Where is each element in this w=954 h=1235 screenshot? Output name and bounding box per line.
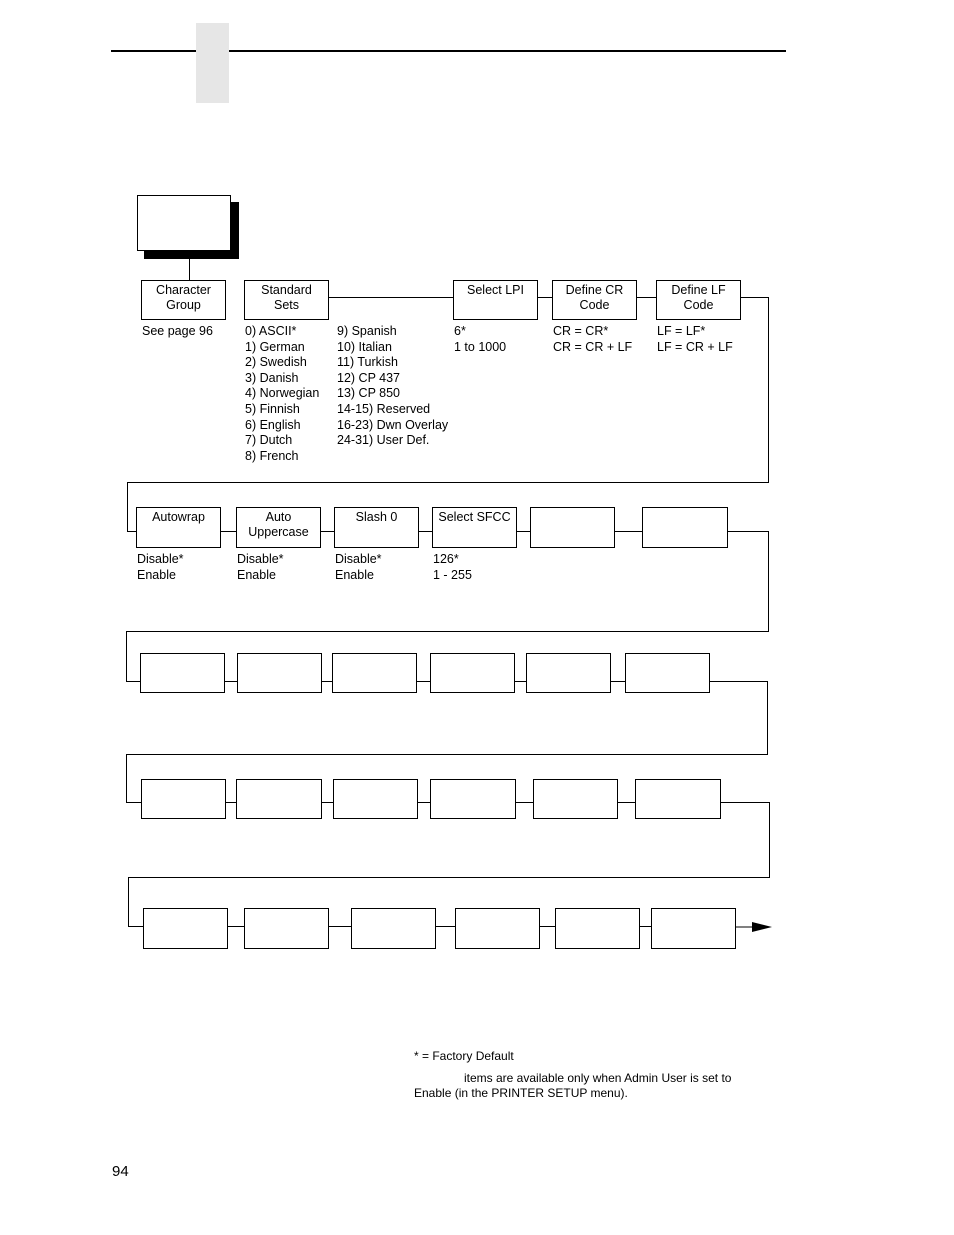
connector-line: [741, 297, 769, 298]
menu-box-blank: [244, 908, 329, 949]
select-lpi-options: [454, 324, 506, 355]
factory-default-note: * = Factory Default: [414, 1049, 514, 1063]
option-text: CR = CR + LF: [553, 339, 633, 354]
main-menu-box: [137, 195, 231, 251]
option-text: Enable: [137, 567, 176, 582]
option-text: 14-15) Reserved: [337, 401, 431, 416]
menu-box-blank: [141, 779, 226, 819]
option-text: 10) Italian: [337, 339, 392, 354]
auto-uppercase-options: [237, 552, 284, 583]
connector-line: [767, 681, 768, 755]
connector-line: [226, 802, 236, 803]
menu-box-blank: [635, 779, 721, 819]
menu-box-blank: [333, 779, 418, 819]
connector-line: [637, 297, 656, 298]
menu-box-blank: [140, 653, 225, 693]
connector-line: [127, 482, 769, 483]
option-text: Enable: [335, 567, 374, 582]
option-text: CR = CR*: [553, 324, 609, 338]
menu-box-blank: [533, 779, 618, 819]
menu-box-auto-uppercase: Auto Uppercase: [236, 507, 321, 548]
connector-line: [769, 802, 770, 877]
option-text: 24-31) User Def.: [337, 433, 430, 448]
connector-line: [538, 297, 552, 298]
menu-box-define-cr-code: Define CR Code: [552, 280, 637, 320]
connector-line: [516, 802, 533, 803]
connector-line: [329, 926, 351, 927]
option-text: 11) Turkish: [337, 355, 398, 370]
connector-line: [127, 482, 128, 532]
connector-line: [225, 681, 237, 682]
connector-line: [728, 531, 769, 532]
menu-box-blank: [430, 779, 516, 819]
option-text: 6*: [454, 324, 466, 338]
menu-box-blank: [455, 908, 540, 949]
menu-box-define-lf-code: Define LF Code: [656, 280, 741, 320]
admin-note-line1: items are available only when Admin User is set to: [464, 1071, 732, 1085]
option-text: 13) CP 850: [337, 386, 401, 401]
menu-box-blank: [332, 653, 417, 693]
connector-line: [417, 681, 430, 682]
connector-line: [436, 926, 455, 927]
menu-box-select-lpi: Select LPI: [453, 280, 538, 320]
option-text: 1 to 1000: [454, 339, 507, 354]
menu-box-blank: [236, 779, 322, 819]
option-text: Disable*: [237, 552, 284, 566]
menu-box-standard-sets: Standard Sets: [244, 280, 329, 320]
connector-line: [419, 531, 432, 532]
menu-box-blank: [555, 908, 640, 949]
option-text: See page 96: [142, 324, 213, 338]
connector-line: [126, 681, 140, 682]
autowrap-options: [137, 552, 184, 583]
option-text: Disable*: [137, 552, 184, 566]
define-lf-options: [657, 324, 733, 355]
connector-line: [640, 926, 651, 927]
option-text: 4) Norwegian: [245, 386, 320, 401]
option-text: Enable: [237, 567, 276, 582]
admin-note-line2: Enable (in the PRINTER SETUP menu).: [414, 1086, 628, 1100]
standard-sets-options-col2: [337, 324, 448, 449]
continue-arrow-icon: [736, 919, 776, 935]
connector-line: [128, 877, 770, 878]
slash-0-options: [335, 552, 382, 583]
select-sfcc-options: [433, 552, 472, 583]
connector-line: [189, 251, 190, 280]
option-text: 6) English: [245, 417, 301, 432]
connector-line: [721, 802, 770, 803]
option-text: 7) Dutch: [245, 433, 293, 448]
menu-box-blank: [625, 653, 710, 693]
page-number: 94: [112, 1163, 129, 1180]
connector-line: [768, 531, 769, 632]
menu-box-blank: [351, 908, 436, 949]
connector-line: [540, 926, 555, 927]
menu-box-blank: [642, 507, 728, 548]
connector-line: [128, 926, 143, 927]
connector-line: [329, 297, 453, 298]
character-group-options: [142, 324, 213, 340]
connector-line: [615, 531, 642, 532]
option-text: 126*: [433, 552, 459, 566]
chapter-tab: [196, 23, 229, 103]
option-text: LF = CR + LF: [657, 339, 733, 354]
option-text: 0) ASCII*: [245, 324, 297, 338]
option-text: 3) Danish: [245, 370, 299, 385]
define-cr-options: [553, 324, 632, 355]
option-text: 1 - 255: [433, 567, 472, 582]
menu-box-character-group: Character Group: [141, 280, 226, 320]
connector-line: [126, 802, 141, 803]
menu-box-select-sfcc: Select SFCC: [432, 507, 517, 548]
connector-line: [322, 802, 333, 803]
connector-line: [126, 754, 768, 755]
menu-box-blank: [526, 653, 611, 693]
connector-line: [221, 531, 236, 532]
connector-line: [128, 877, 129, 927]
connector-line: [228, 926, 244, 927]
menu-box-blank: [430, 653, 515, 693]
menu-box-blank: [651, 908, 736, 949]
connector-line: [768, 297, 769, 482]
option-text: LF = LF*: [657, 324, 706, 338]
option-text: Disable*: [335, 552, 382, 566]
connector-line: [321, 531, 334, 532]
option-text: 1) German: [245, 339, 305, 354]
menu-box-slash-0: Slash 0: [334, 507, 419, 548]
connector-line: [322, 681, 332, 682]
option-text: 5) Finnish: [245, 401, 300, 416]
connector-line: [127, 531, 136, 532]
connector-line: [126, 631, 769, 632]
connector-line: [611, 681, 625, 682]
option-text: 9) Spanish: [337, 324, 397, 338]
menu-box-blank: [237, 653, 322, 693]
option-text: 16-23) Dwn Overlay: [337, 417, 449, 432]
connector-line: [710, 681, 768, 682]
connector-line: [418, 802, 430, 803]
connector-line: [126, 631, 127, 682]
option-text: 8) French: [245, 448, 299, 463]
connector-line: [517, 531, 530, 532]
connector-line: [618, 802, 635, 803]
menu-box-autowrap: Autowrap: [136, 507, 221, 548]
connector-line: [515, 681, 526, 682]
menu-box-blank: [143, 908, 228, 949]
standard-sets-options-col1: [245, 324, 319, 464]
menu-box-blank: [530, 507, 615, 548]
option-text: 12) CP 437: [337, 370, 401, 385]
connector-line: [126, 754, 127, 803]
option-text: 2) Swedish: [245, 355, 307, 370]
